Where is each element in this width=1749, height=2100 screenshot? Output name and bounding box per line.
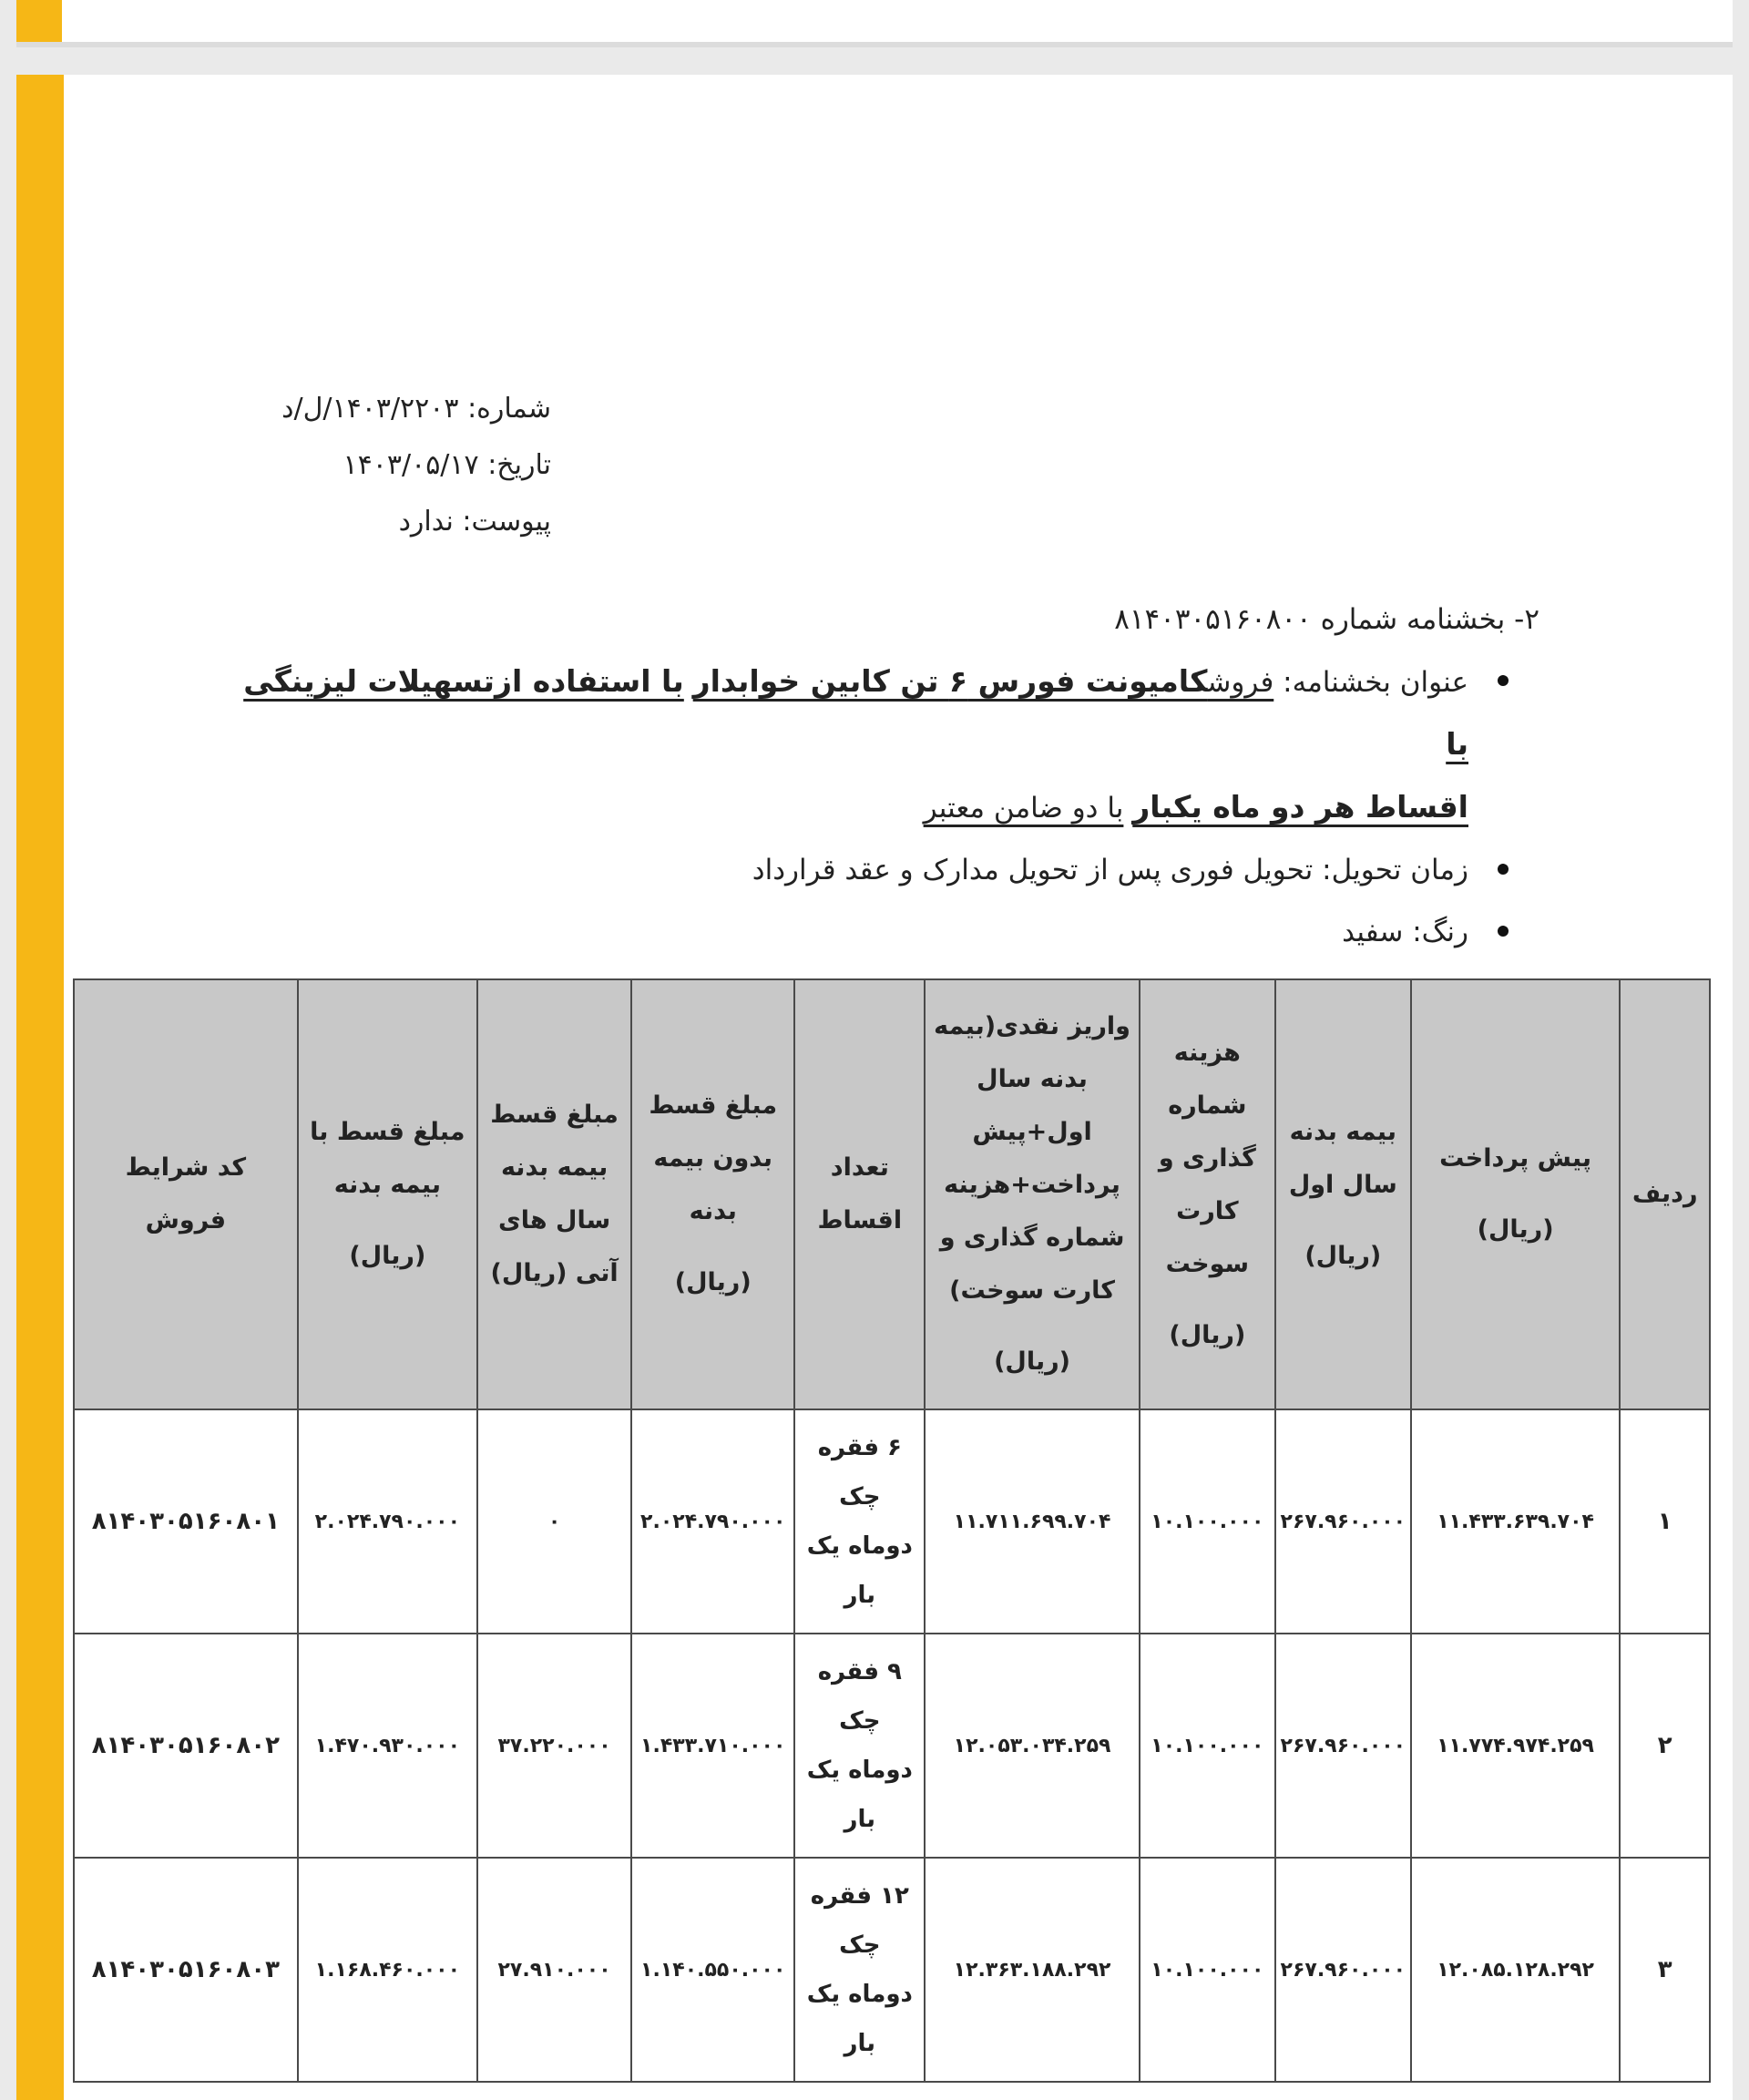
cell-plate-fee: ۱۰.۱۰۰.۰۰۰ (1140, 1858, 1275, 2082)
cell-prepayment: ۱۱.۴۳۳.۶۳۹.۷۰۴ (1411, 1409, 1621, 1634)
cell-cash-deposit: ۱۱.۷۱۱.۶۹۹.۷۰۴ (925, 1409, 1140, 1634)
cell-installment-with-insurance: ۱.۴۷۰.۹۳۰.۰۰۰ (298, 1634, 477, 1858)
color-text: رنگ: سفید (1342, 916, 1468, 948)
subject-sale: فروش (1207, 666, 1274, 699)
cell-row-number: ۲ (1620, 1634, 1710, 1858)
cell-installments-count: ۶ فقره چک دوماه یک بار (794, 1409, 925, 1634)
header-row-number: ردیف (1620, 979, 1710, 1409)
cell-sale-code: ۸۱۴۰۳۰۵۱۶۰۸۰۲ (74, 1634, 298, 1858)
subject-product: کامیونت فورس ۶ تن کابین خوابدار (692, 663, 1208, 699)
header-plate-fuel-card-fee: هزینه شماره گذاری و کارت سوخت (ریال) (1140, 979, 1275, 1409)
document-page (16, 75, 1733, 2100)
number-value: ۱۴۰۳/۲۲۰۳/ل/د (281, 393, 459, 425)
number-label: شماره: (467, 393, 551, 425)
previous-page-fragment (16, 0, 1733, 47)
header-installment-with-insurance: مبلغ قسط با بیمه بدنه (ریال) (298, 979, 477, 1409)
cell-row-number: ۱ (1620, 1409, 1710, 1634)
cell-installment-without-insurance: ۱.۱۴۰.۵۵۰.۰۰۰ (631, 1858, 794, 2082)
cell-installments-count: ۹ فقره چک دوماه یک بار (794, 1634, 925, 1858)
header-cash-deposit: واریز نقدی(بیمه بدنه سال اول+پیش پرداخت+هزینه شماره گذاری و کارت سوخت) (ریال) (925, 979, 1140, 1409)
cell-installment-with-insurance: ۱.۱۶۸.۴۶۰.۰۰۰ (298, 1858, 477, 2082)
cell-sale-code: ۸۱۴۰۳۰۵۱۶۰۸۰۱ (74, 1409, 298, 1634)
bullet-dot-icon (1498, 926, 1509, 937)
date-label: تاریخ: (487, 449, 551, 481)
cell-prepayment: ۱۱.۷۷۴.۹۷۴.۲۵۹ (1411, 1634, 1621, 1858)
attachment-label: پیوست: (462, 506, 551, 538)
cell-installment-without-insurance: ۲.۰۲۴.۷۹۰.۰۰۰ (631, 1409, 794, 1634)
header-insurance-first-year: بیمه بدنه سال اول (ریال) (1275, 979, 1411, 1409)
cell-cash-deposit: ۱۲.۳۶۳.۱۸۸.۲۹۲ (925, 1858, 1140, 2082)
table-row (74, 1409, 1710, 1634)
bullet-subject (219, 650, 1512, 839)
cell-plate-fee: ۱۰.۱۰۰.۰۰۰ (1140, 1634, 1275, 1858)
cell-insurance-first-year: ۲۶۷.۹۶۰.۰۰۰ (1275, 1409, 1411, 1634)
letter-meta (281, 381, 551, 550)
header-installment-without-insurance: مبلغ قسط بدون بیمه بدنه (ریال) (631, 979, 794, 1409)
cell-row-number: ۳ (1620, 1858, 1710, 2082)
header-prepayment: پیش پرداخت (ریال) (1411, 979, 1621, 1409)
subject-installments: اقساط هر دو ماه یکبار (1132, 789, 1468, 825)
header-sale-code: کد شرایط فروش (74, 979, 298, 1409)
cell-installment-future-insurance: ۳۷.۲۲۰.۰۰۰ (477, 1634, 631, 1858)
bullet-dot-icon (1498, 675, 1509, 686)
cell-prepayment: ۱۲.۰۸۵.۱۲۸.۲۹۲ (1411, 1858, 1621, 2082)
date-value: ۱۴۰۳/۰۵/۱۷ (343, 449, 479, 481)
subject-guarantor: با دو ضامن معتبر (923, 792, 1124, 825)
delivery-text: زمان تحویل: تحویل فوری پس از تحویل مدارک و عقد قرارداد (752, 854, 1468, 886)
letter-attachment (281, 494, 551, 550)
table-row (74, 1858, 1710, 2082)
sale-conditions-table (73, 978, 1711, 2083)
cell-installment-with-insurance: ۲.۰۲۴.۷۹۰.۰۰۰ (298, 1409, 477, 1634)
table-header-row (74, 979, 1710, 1409)
attachment-value: ندارد (398, 506, 454, 538)
bullet-delivery (219, 839, 1512, 901)
cell-sale-code: ۸۱۴۰۳۰۵۱۶۰۸۰۳ (74, 1858, 298, 2082)
cell-insurance-first-year: ۲۶۷.۹۶۰.۰۰۰ (1275, 1858, 1411, 2082)
cell-installment-future-insurance: ۲۷.۹۱۰.۰۰۰ (477, 1858, 631, 2082)
cell-insurance-first-year: ۲۶۷.۹۶۰.۰۰۰ (1275, 1634, 1411, 1858)
accent-bar (16, 0, 62, 42)
bullet-dot-icon (1498, 864, 1509, 875)
letter-date (281, 437, 551, 494)
table-row (74, 1634, 1710, 1858)
subject-label: عنوان بخشنامه: (1283, 666, 1468, 699)
accent-bar (16, 75, 64, 2100)
section-title: ۲- بخشنامه شماره ۸۱۴۰۳۰۵۱۶۰۸۰۰ (1114, 603, 1539, 636)
cell-installment-without-insurance: ۱.۴۳۳.۷۱۰.۰۰۰ (631, 1634, 794, 1858)
cell-installment-future-insurance: ۰ (477, 1409, 631, 1634)
bullet-color (219, 901, 1512, 963)
cell-installments-count: ۱۲ فقره چک دوماه یک بار (794, 1858, 925, 2082)
cell-cash-deposit: ۱۲.۰۵۳.۰۳۴.۲۵۹ (925, 1634, 1140, 1858)
subject-facility: با استفاده ازتسهیلات لیزینگی با (243, 663, 1468, 762)
section-bullets (219, 650, 1512, 963)
letter-number (281, 381, 551, 437)
header-installments-count: تعداد اقساط (794, 979, 925, 1409)
header-installment-future-insurance: مبلغ قسط بیمه بدنه سال های آتی (ریال) (477, 979, 631, 1409)
cell-plate-fee: ۱۰.۱۰۰.۰۰۰ (1140, 1409, 1275, 1634)
